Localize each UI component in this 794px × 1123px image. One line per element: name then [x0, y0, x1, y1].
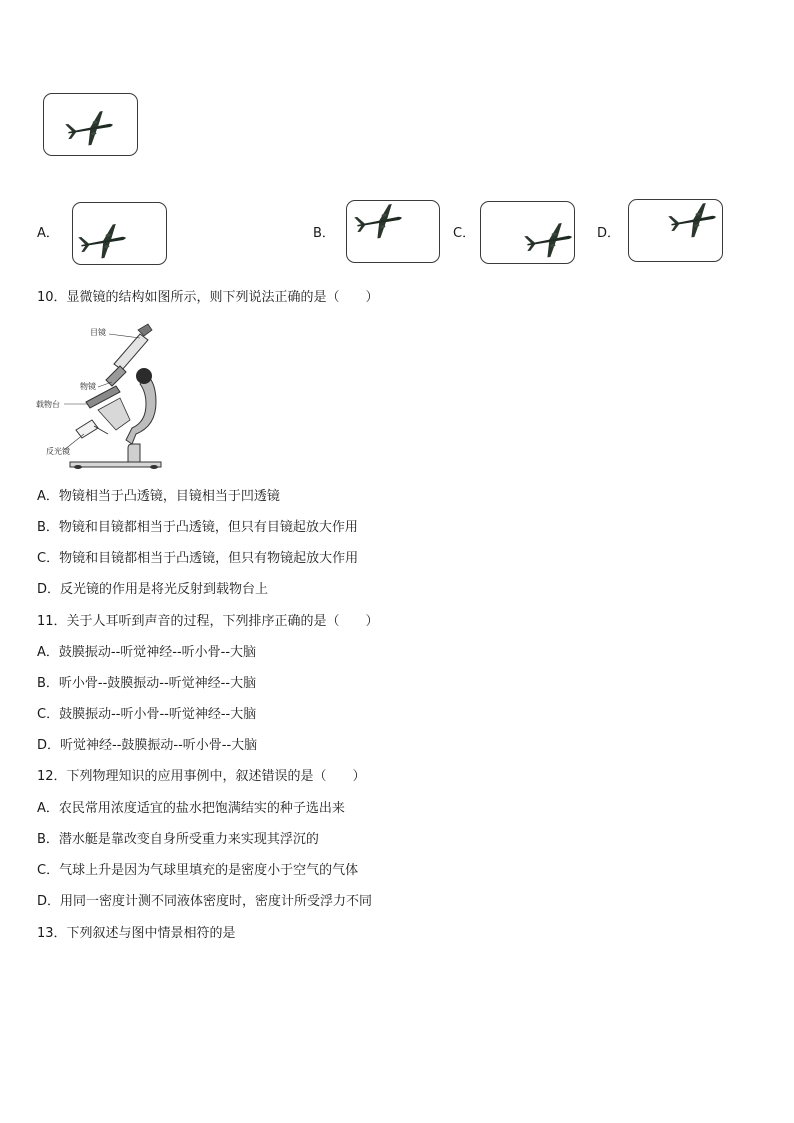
- airplane-icon: [73, 203, 168, 266]
- question-13-stem: 13．下列叙述与图中情景相符的是: [37, 926, 236, 941]
- question-12-option-c[interactable]: C．气球上升是因为气球里填充的是密度小于空气的气体: [37, 863, 359, 878]
- question-12-option-d[interactable]: D．用同一密度计测不同液体密度时，密度计所受浮力不同: [37, 894, 373, 909]
- question-10-stem: 10．显微镜的结构如图所示，则下列说法正确的是（ ）: [37, 290, 379, 305]
- airplane-icon: [481, 202, 576, 265]
- question-10-option-b[interactable]: B．物镜和目镜都相当于凸透镜，但只有目镜起放大作用: [37, 520, 358, 535]
- option-d-letter: D．: [597, 226, 621, 241]
- airplane-icon: [629, 200, 724, 263]
- microscope-figure: [36, 322, 170, 474]
- reference-image-frame: [43, 93, 138, 156]
- option-d-image[interactable]: [628, 199, 723, 262]
- question-11-option-c[interactable]: C．鼓膜振动--听小骨--听觉神经--大脑: [37, 707, 257, 722]
- option-a-image[interactable]: [72, 202, 167, 265]
- question-11-stem: 11．关于人耳听到声音的过程，下列排序正确的是（ ）: [37, 614, 379, 629]
- question-12-option-b[interactable]: B．潜水艇是靠改变自身所受重力来实现其浮沉的: [37, 832, 319, 847]
- option-b-letter: B．: [313, 226, 335, 241]
- option-c-image[interactable]: [480, 201, 575, 264]
- option-a-letter: A．: [37, 226, 59, 241]
- question-11-option-d[interactable]: D．听觉神经--鼓膜振动--听小骨--大脑: [37, 738, 258, 753]
- airplane-icon: [44, 94, 139, 157]
- option-c-letter: C．: [453, 226, 476, 241]
- question-12-stem: 12．下列物理知识的应用事例中，叙述错误的是（ ）: [37, 769, 366, 784]
- question-11-option-a[interactable]: A．鼓膜振动--听觉神经--听小骨--大脑: [37, 645, 257, 660]
- question-10-option-d[interactable]: D．反光镜的作用是将光反射到载物台上: [37, 582, 269, 597]
- option-b-image[interactable]: [346, 200, 440, 263]
- question-12-option-a[interactable]: A．农民常用浓度适宜的盐水把饱满结实的种子选出来: [37, 801, 345, 816]
- airplane-icon: [347, 201, 441, 264]
- question-11-option-b[interactable]: B．听小骨--鼓膜振动--听觉神经--大脑: [37, 676, 257, 691]
- label-objective: 物镜: [80, 382, 96, 391]
- label-mirror: 反光镜: [46, 447, 70, 456]
- question-10-option-a[interactable]: A．物镜相当于凸透镜，目镜相当于凹透镜: [37, 489, 280, 504]
- label-stage: 载物台: [36, 400, 60, 409]
- label-eyepiece: 目镜: [90, 328, 106, 337]
- question-10-option-c[interactable]: C．物镜和目镜都相当于凸透镜，但只有物镜起放大作用: [37, 551, 359, 566]
